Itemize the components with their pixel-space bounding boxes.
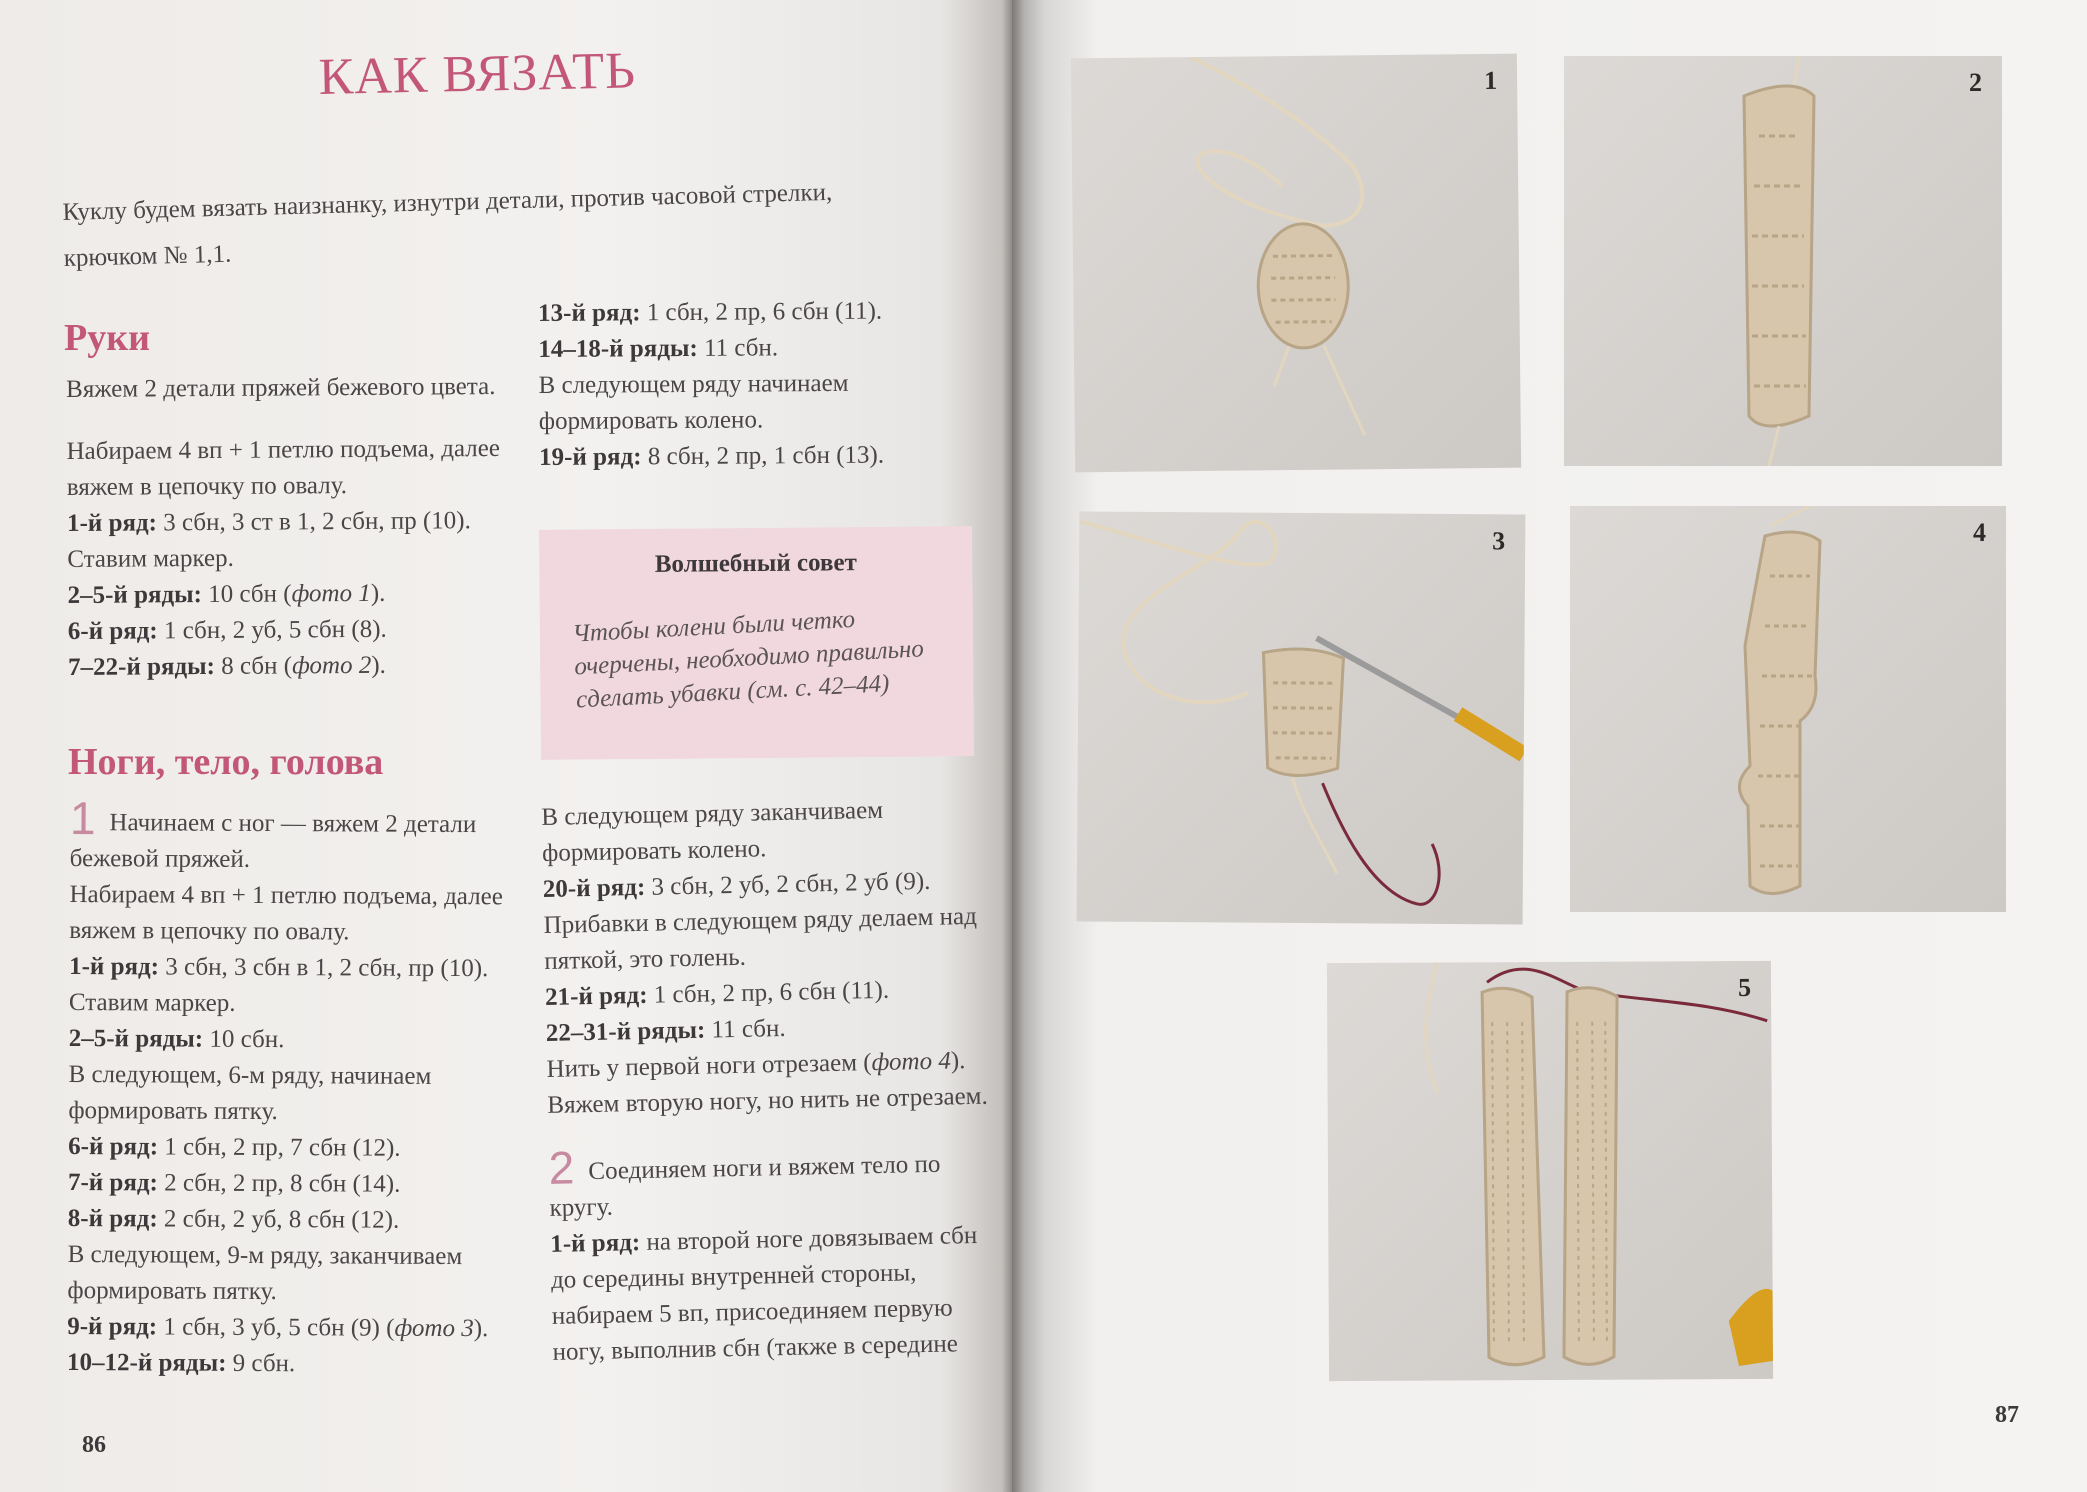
hook-swatch-illustration: [1077, 511, 1526, 924]
step-number: 2: [548, 1141, 575, 1194]
arms-instructions: [66, 369, 508, 686]
photo-4: [1570, 506, 2006, 912]
photo-number: 3: [1492, 526, 1506, 556]
row-instruction: 22–31-й ряды: 11 сбн.: [545, 1014, 786, 1047]
row-instruction: 20-й ряд: 3 сбн, 2 уб, 2 сбн, 2 уб (9).: [542, 867, 931, 903]
legs-instructions: [66, 792, 520, 1383]
photo-number: 5: [1737, 972, 1752, 1003]
row-instruction: 1-й ряд: 3 сбн, 3 ст в 1, 2 сбн, пр (10).: [66, 507, 471, 537]
arms-paragraph: Набираем 4 вп + 1 петлю подъема, далее вяжем в цепочку по овалу.: [66, 434, 500, 501]
arms-paragraph: Ставим маркер.: [67, 544, 234, 573]
yarn-swatch-illustration: [1071, 54, 1521, 473]
row-instruction: 13-й ряд: 1 сбн, 2 пр, 6 сбн (11).: [538, 297, 883, 327]
instruction-paragraph: Прибавки в следующем ряду делаем над пяткой, это голень.: [543, 902, 978, 975]
instruction-paragraph: 2 Соединяем ноги и вяжем тело по кругу.: [548, 1141, 941, 1222]
photo-number: 1: [1483, 65, 1498, 96]
row-instruction: 2–5-й ряды: 10 сбн (фото 1).: [67, 579, 386, 609]
step-number: 1: [69, 792, 96, 845]
photo-2: [1564, 56, 2002, 466]
photo-1: [1071, 54, 1521, 473]
row-instruction: 8-й ряд: 2 сбн, 2 уб, 8 сбн (12).: [67, 1204, 400, 1234]
legs-paragraph: 1 Начинаем с ног — вяжем 2 детали бежевой пряжей.: [69, 792, 477, 873]
leg-heel-illustration: [1570, 506, 2006, 912]
row-instruction: 6-й ряд: 1 сбн, 2 уб, 5 сбн (8).: [67, 615, 387, 645]
instruction-paragraph: Вяжем вторую ногу, но нить не отрезаем.: [547, 1082, 989, 1119]
row-instruction: 7-й ряд: 2 сбн, 2 пр, 8 сбн (14).: [67, 1168, 401, 1198]
continued-instructions-2: [541, 791, 1003, 1371]
row-instruction: 2–5-й ряды: 10 сбн.: [68, 1024, 285, 1054]
photo-5: [1327, 961, 1773, 1381]
continued-instructions: [538, 293, 989, 476]
row-instruction: 7–22-й ряды: 8 сбн (фото 2).: [67, 651, 386, 681]
photo-3: [1077, 511, 1526, 924]
legs-paragraph: В следующем, 9-м ряду, заканчиваем формировать пятку.: [67, 1240, 463, 1306]
row-instruction: 1-й ряд: на второй ноге довязываем сбн до середины внутренней стороны, набираем 5 вп, присоединяем первую ногу, выполнив сбн (также в середине: [550, 1221, 978, 1366]
row-instruction: 1-й ряд: 3 сбн, 3 сбн в 1, 2 сбн, пр (10).: [69, 952, 489, 983]
tip-text: Чтобы колени были четко очерчены, необходимо правильно сделать убавки (см. с. 42–44): [571, 605, 925, 714]
arms-paragraph: Вяжем 2 детали пряжей бежевого цвета.: [66, 373, 496, 403]
page-title: КАК ВЯЗАТЬ: [318, 42, 637, 106]
photo-number: 2: [1969, 68, 1982, 97]
page-number-right: 87: [1995, 1402, 2019, 1428]
instruction-paragraph: В следующем ряду заканчиваем формировать колено.: [541, 796, 884, 867]
row-instruction: 9-й ряд: 1 сбн, 3 уб, 5 сбн (9) (фото 3).: [67, 1312, 489, 1343]
legs-paragraph: Набираем 4 вп + 1 петлю подъема, далее вяжем в цепочку по овалу.: [69, 880, 503, 946]
intro-text: Куклу будем вязать наизнанку, изнутри детали, против часовой стрелки, крючком № 1,1.: [62, 178, 833, 272]
arm-tube-illustration: [1564, 56, 2002, 466]
page-number-left: 86: [82, 1432, 106, 1458]
instruction-paragraph: В следующем ряду начинаем формировать колено.: [538, 369, 849, 435]
magic-tip-box: [539, 526, 974, 760]
book-gutter: [1002, 0, 1024, 1492]
legs-paragraph: Ставим маркер.: [68, 988, 236, 1017]
photo-number: 4: [1973, 518, 1986, 547]
section-heading-arms: Руки: [64, 317, 151, 359]
section-heading-legs: Ноги, тело, голова: [68, 741, 384, 783]
tip-title: Волшебный совет: [654, 549, 857, 578]
two-legs-illustration: [1327, 961, 1773, 1381]
legs-paragraph: В следующем, 6-м ряду, начинаем формировать пятку.: [68, 1060, 432, 1126]
row-instruction: 21-й ряд: 1 сбн, 2 пр, 6 сбн (11).: [544, 976, 890, 1011]
row-instruction: 6-й ряд: 1 сбн, 2 пр, 7 сбн (12).: [68, 1132, 401, 1162]
row-instruction: 19-й ряд: 8 сбн, 2 пр, 1 сбн (13).: [539, 441, 885, 471]
row-instruction: 10–12-й ряды: 9 сбн.: [66, 1348, 296, 1378]
row-instruction: 14–18-й ряды: 11 сбн.: [538, 334, 779, 363]
instruction-paragraph: Нить у первой ноги отрезаем (фото 4).: [546, 1047, 966, 1083]
